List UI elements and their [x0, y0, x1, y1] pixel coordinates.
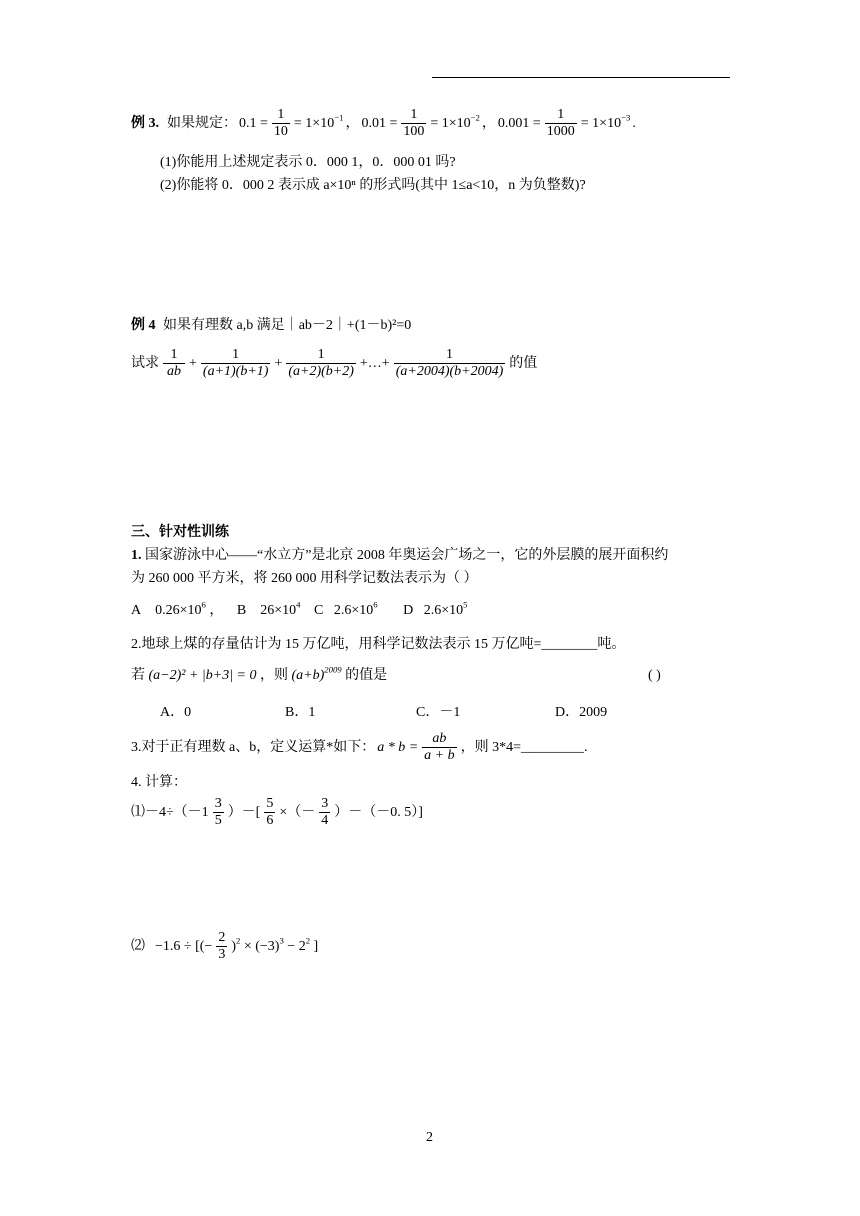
mixed-fraction: $\frac{3}{5}$: [214, 796, 222, 829]
page-number: 2: [426, 1130, 433, 1145]
example-4-line: [131, 319, 411, 333]
condition-math-2: $(a+b)^{2009}$: [291, 664, 342, 683]
problem-3-line: [131, 731, 588, 764]
example-4-expression: [131, 347, 537, 380]
problem-4-title: 4. 计算：: [131, 775, 187, 790]
problem-4-expression-1: ⑴－4÷（－1 $\frac{3}{5}$ ）－[ $\frac{5}{6}$ ×（－ $\frac{3}{4}$ ）－（－0. 5）]: [131, 796, 423, 829]
eq3-fraction: $\frac{1}{1000}$: [546, 107, 575, 140]
expression-2-label: ⑵: [131, 938, 145, 954]
fraction-two-thirds: $\frac{2}{3}$: [218, 930, 226, 963]
problem-4-expression-2: ⑵ −1.6 ÷ [(− $\frac{2}{3}$ )$^2 \times (-3)^3 - 2^2$ ]: [131, 930, 319, 963]
section-3-title: 三、针对性训练: [131, 525, 229, 540]
plus-1: +: [189, 355, 197, 371]
eq1-fraction: $\frac{1}{10}$: [273, 107, 288, 140]
condition-math: (a−2)² + |b+3| = 0: [148, 668, 257, 683]
problem-2-text: 2.地球上煤的存量估计为 15 万亿吨，用科学记数法表示 15 万亿吨=________吨。: [131, 637, 626, 652]
example-3-label: 例 3.: [131, 115, 159, 131]
problem-1-options: [131, 599, 468, 618]
sum-term-1: $\frac{1}{ab}$: [163, 347, 185, 380]
fraction-three-quarters: $\frac{3}{4}$: [321, 796, 329, 829]
eq1-sep: ，: [345, 115, 360, 131]
eq3-sep: .: [632, 115, 636, 131]
example-3-question-1: (1)你能用上述规定表示 0．000 1，0．000 01 吗?: [160, 155, 456, 170]
problem-3-prefix: 3.对于正有理数 a、b，定义运算*如下：: [131, 739, 376, 755]
example-4-condition: 如果有理数 a,b 满足｜ab－2｜+(1－b)²=0: [163, 318, 412, 333]
problem-2-option-d: D．2009: [555, 705, 608, 720]
sum-term-last: $\frac{1}{(a+2004)(b+2004)}$: [395, 347, 504, 380]
option-a: A $0.26\times 10^6$ ，: [131, 599, 224, 618]
eq3-lhs: 0.001 =: [497, 115, 541, 131]
fraction-five-sixths: $\frac{5}{6}$: [266, 796, 274, 829]
problem-1-line-1: [131, 549, 668, 563]
eq1-lhs: 0.1 =: [239, 115, 268, 131]
header-rule: [432, 77, 730, 78]
problem-1-text-1: 国家游泳中心——“水立方”是北京 2008 年奥运会广场之一，它的外层膜的展开面积约: [141, 548, 669, 563]
operation-lhs: a * b =: [377, 739, 419, 755]
problem-2-condition: 若 (a−2)² + |b+3| = 0 ，则 $(a+b)^{2009}$ 的值是: [131, 664, 388, 683]
ellipsis: +…+: [359, 355, 390, 371]
option-d: D $2.6\times 10^5$: [403, 599, 468, 618]
eq2-fraction: $\frac{1}{100}$: [403, 107, 425, 140]
eq2-sep: ，: [481, 115, 496, 131]
plus-2: +: [274, 355, 283, 371]
sum-term-3: $\frac{1}{(a+2)(b+2)}$: [288, 347, 354, 380]
problem-2-option-b: B．1: [285, 705, 316, 720]
example-4-label: 例 4: [131, 318, 156, 333]
example-4-suffix: 的值: [509, 355, 538, 371]
problem-2-option-c: C．－1: [416, 705, 461, 720]
operation-fraction: $\frac{ab}{a + b}$: [424, 731, 455, 764]
option-c: C $2.6\times 10^6$: [313, 599, 378, 618]
eq2-lhs: 0.01 =: [361, 115, 398, 131]
problem-1-number: 1.: [131, 548, 142, 563]
answer-bracket: ( ): [648, 668, 661, 683]
eq1-rhs: = $1\times 10^{-1}$: [293, 112, 344, 131]
eq3-rhs: = $1\times 10^{-3}$: [580, 112, 631, 131]
option-b: B $26\times 10^4$: [236, 599, 301, 618]
example-3-intro: 如果规定：: [167, 115, 237, 131]
problem-1-line-2: 为 260 000 平方米，将 260 000 用科学记数法表示为（ ）: [131, 571, 478, 586]
problem-2-option-a: A．0: [160, 705, 192, 720]
problem-3-suffix: ，则 3*4=_________.: [460, 739, 588, 755]
eq2-rhs: = $1\times 10^{-2}$: [430, 112, 480, 131]
example-3-question-2: (2)你能将 0．000 2 表示成 a×10ⁿ 的形式吗(其中 1≤a<10，n 为负整数)?: [160, 178, 586, 193]
example-4-prefix: 试求: [131, 355, 159, 371]
sum-term-2: $\frac{1}{(a+1)(b+1)}$: [202, 347, 269, 380]
example-3-line: [131, 107, 636, 140]
